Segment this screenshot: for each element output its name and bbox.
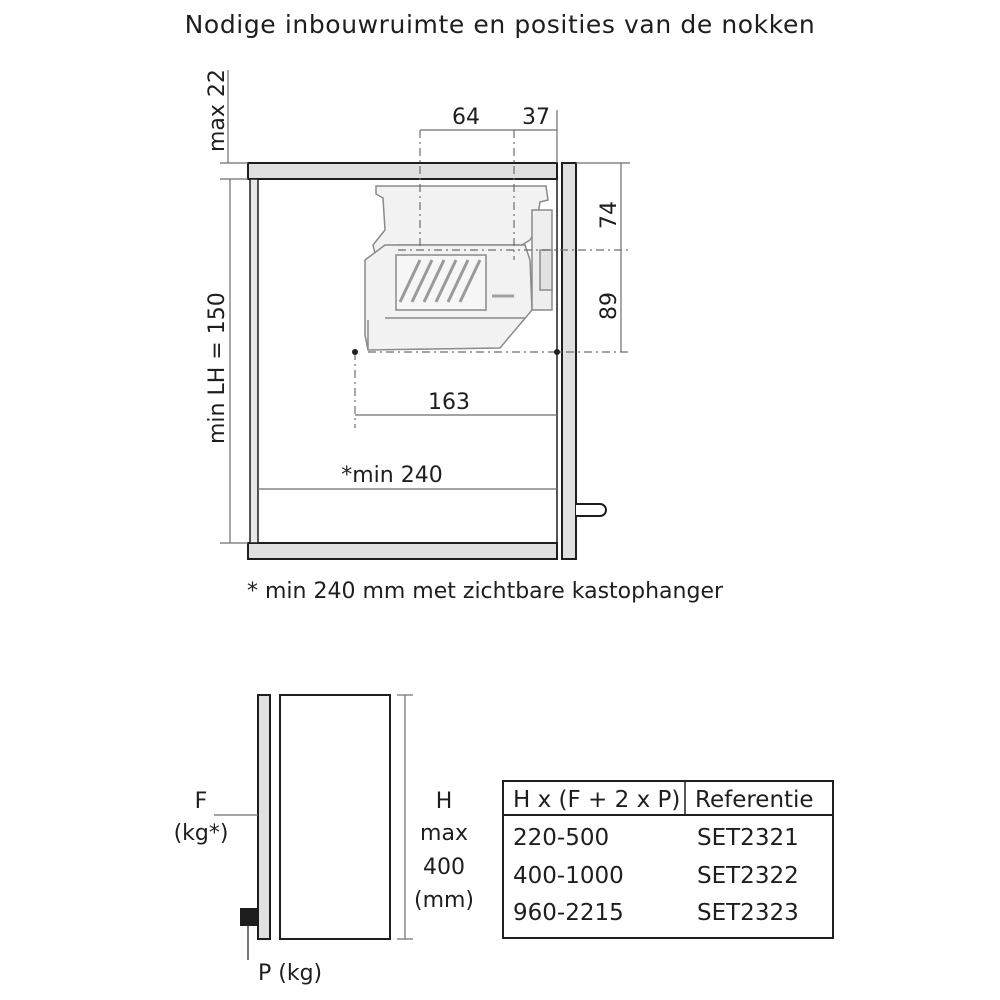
dim-37: 37 (522, 105, 550, 130)
force-label: F (194, 789, 208, 814)
height-label: H (435, 789, 453, 814)
height-unit: (mm) (413, 888, 475, 913)
table-cell-reference: SET2321 (697, 825, 799, 851)
weight-label: P (kg) (258, 961, 323, 986)
table-cell-range: 960-2215 (513, 900, 624, 926)
dim-min-lh: min LH = 150 (205, 292, 230, 444)
dim-max-22: max 22 (205, 69, 230, 152)
cam-point-left (352, 349, 358, 355)
dim-163: 163 (428, 390, 470, 415)
door-side-view (214, 695, 413, 960)
force-unit: (kg*) (173, 821, 229, 846)
lift-mechanism (365, 186, 552, 350)
table-cell-range: 220-500 (513, 825, 610, 851)
table-header-formula: H x (F + 2 x P) (513, 787, 681, 813)
cabinet-door-panel (562, 163, 576, 559)
door-knob (576, 504, 606, 516)
height-value: 400 (423, 855, 465, 880)
dim-min-240: *min 240 (341, 463, 443, 488)
cabinet-left-panel (250, 179, 258, 543)
footnote: * min 240 mm met zichtbare kastophanger (247, 579, 724, 604)
table-cell-reference: SET2323 (697, 900, 799, 926)
table-cell-reference: SET2322 (697, 863, 799, 889)
dim-74: 74 (597, 201, 622, 229)
side-panel-thin (258, 695, 270, 939)
handle-weight (240, 908, 258, 926)
side-panel-door (280, 695, 390, 939)
cam-point-right (554, 349, 560, 355)
cabinet-bottom-panel (248, 543, 557, 559)
table-cell-range: 400-1000 (513, 863, 624, 889)
dim-89: 89 (597, 292, 622, 320)
height-max: max (420, 821, 468, 846)
table-header-reference: Referentie (695, 787, 814, 813)
cabinet-top-panel (248, 163, 557, 179)
dim-64: 64 (452, 105, 480, 130)
diagram-title: Nodige inbouwruimte en posities van de nokken (184, 10, 816, 39)
